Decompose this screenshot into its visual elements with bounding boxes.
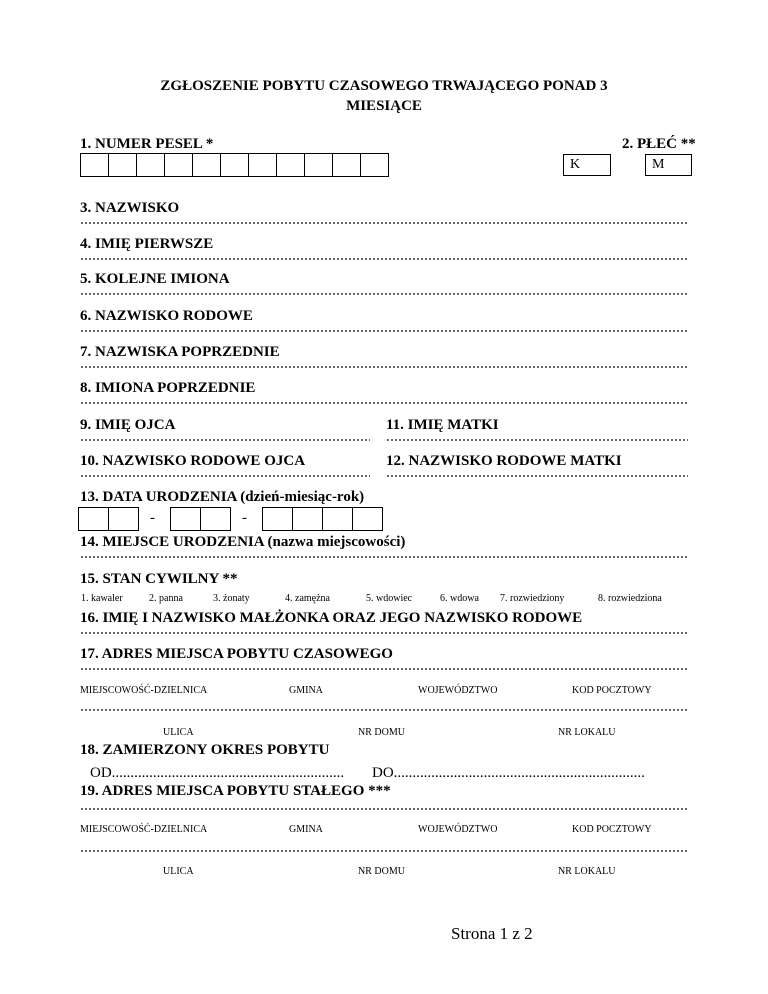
birth-year-boxes[interactable] [262,507,383,531]
plec-m-box[interactable] [645,154,692,176]
addr-label-wojewodztwo: WOJEWÓDZTWO [418,685,498,696]
title-line-2: MIESIĄCE [346,98,422,114]
pesel-cell[interactable] [109,153,137,177]
pesel-cell[interactable] [193,153,221,177]
malzonek-label: 16. IMIĘ I NAZWISKO MAŁŻONKA ORAZ JEGO NAZWISKO RODOWE [80,610,583,626]
page-number: Strona 1 z 2 [451,924,533,943]
pesel-cell[interactable] [361,153,389,177]
imie-ojca-label: 9. IMIĘ OJCA [80,417,176,433]
addr-label-kod-pocztowy: KOD POCZTOWY [572,824,652,835]
imiona-poprzednie-label: 8. IMIONA POPRZEDNIE [80,380,256,396]
kolejne-imiona-line[interactable] [80,288,688,298]
birth-year-cell[interactable] [323,507,353,531]
stan-option[interactable]: 5. wdowiec [366,593,413,604]
addr-label-gmina: GMINA [289,824,323,835]
malzonek-line[interactable] [80,627,688,637]
date-separator: - [242,510,247,526]
nazwisko-rodowe-matki-line[interactable] [386,470,688,480]
imiona-poprzednie-line[interactable] [80,397,688,407]
okres-do-field[interactable]: DO................................................................... [372,765,645,781]
nazwiska-poprzednie-line[interactable] [80,361,688,371]
adres-staly-line-1[interactable] [80,803,688,813]
imie-pierwsze-line[interactable] [80,253,688,263]
kolejne-imiona-label: 5. KOLEJNE IMIONA [80,271,230,287]
birth-year-cell[interactable] [353,507,383,531]
pesel-cell[interactable] [165,153,193,177]
pesel-cell[interactable] [333,153,361,177]
pesel-label: 1. NUMER PESEL * [80,136,214,152]
addr-label-nr-lokalu: NR LOKALU [558,866,616,877]
miejsce-urodzenia-label: 14. MIEJSCE URODZENIA (nazwa miejscowości) [80,534,406,550]
date-separator: - [150,510,155,526]
nazwisko-rodowe-ojca-line[interactable] [80,470,370,480]
birth-month-boxes[interactable] [170,507,231,531]
nazwisko-rodowe-label: 6. NAZWISKO RODOWE [80,308,253,324]
pesel-cell[interactable] [249,153,277,177]
birth-year-cell[interactable] [293,507,323,531]
plec-m-text: M [652,157,665,172]
adres-staly-line-2[interactable] [80,845,688,855]
imie-matki-line[interactable] [386,434,688,444]
addr-label-kod-pocztowy: KOD POCZTOWY [572,685,652,696]
okres-od-field[interactable]: OD.............................................................. [90,765,345,781]
addr-label-miejscowosc: MIEJSCOWOŚĆ-DZIELNICA [80,824,208,835]
okres-pobytu-label: 18. ZAMIERZONY OKRES POBYTU [80,742,330,758]
adres-staly-label: 19. ADRES MIEJSCA POBYTU STAŁEGO *** [80,783,391,799]
addr-label-ulica: ULICA [163,727,194,738]
plec-k-text: K [570,157,581,172]
miejsce-urodzenia-line[interactable] [80,551,688,561]
nazwisko-rodowe-line[interactable] [80,325,688,335]
birth-day-cell[interactable] [79,507,109,531]
adres-czasowy-line-2[interactable] [80,704,688,714]
stan-option[interactable]: 6. wdowa [440,593,479,604]
imie-ojca-line[interactable] [80,434,370,444]
pesel-cell[interactable] [81,153,109,177]
addr-label-nr-lokalu: NR LOKALU [558,727,616,738]
plec-k-box[interactable] [563,154,611,176]
adres-czasowy-line-1[interactable] [80,663,688,673]
birth-year-cell[interactable] [263,507,293,531]
addr-label-miejscowosc: MIEJSCOWOŚĆ-DZIELNICA [80,685,208,696]
pesel-cell[interactable] [137,153,165,177]
plec-label: 2. PŁEĆ ** [622,136,696,152]
stan-option[interactable]: 3. żonaty [213,593,250,604]
nazwisko-label: 3. NAZWISKO [80,200,180,216]
addr-label-ulica: ULICA [163,866,194,877]
pesel-cell[interactable] [305,153,333,177]
stan-option[interactable]: 4. zamężna [285,593,330,604]
pesel-cell[interactable] [221,153,249,177]
stan-option[interactable]: 7. rozwiedziony [500,593,565,604]
nazwisko-line[interactable] [80,217,688,227]
birth-day-boxes[interactable] [78,507,139,531]
pesel-boxes[interactable] [80,153,389,177]
birth-day-cell[interactable] [109,507,139,531]
imie-matki-label: 11. IMIĘ MATKI [386,417,499,433]
addr-label-nr-domu: NR DOMU [358,727,405,738]
adres-czasowy-label: 17. ADRES MIEJSCA POBYTU CZASOWEGO [80,646,393,662]
stan-option[interactable]: 2. panna [149,593,183,604]
stan-option[interactable]: 8. rozwiedziona [598,593,662,604]
stan-option[interactable]: 1. kawaler [81,593,123,604]
imie-pierwsze-label: 4. IMIĘ PIERWSZE [80,236,214,252]
nazwiska-poprzednie-label: 7. NAZWISKA POPRZEDNIE [80,344,280,360]
birth-month-cell[interactable] [171,507,201,531]
stan-cywilny-label: 15. STAN CYWILNY ** [80,571,238,587]
pesel-cell[interactable] [277,153,305,177]
form-title [0,76,768,116]
addr-label-wojewodztwo: WOJEWÓDZTWO [418,824,498,835]
title-line-1: ZGŁOSZENIE POBYTU CZASOWEGO TRWAJĄCEGO PONAD 3 [160,78,608,94]
addr-label-gmina: GMINA [289,685,323,696]
addr-label-nr-domu: NR DOMU [358,866,405,877]
nazwisko-rodowe-ojca-label: 10. NAZWISKO RODOWE OJCA [80,453,306,469]
nazwisko-rodowe-matki-label: 12. NAZWISKO RODOWE MATKI [386,453,622,469]
birth-month-cell[interactable] [201,507,231,531]
data-urodzenia-label: 13. DATA URODZENIA (dzień-miesiąc-rok) [80,489,365,505]
